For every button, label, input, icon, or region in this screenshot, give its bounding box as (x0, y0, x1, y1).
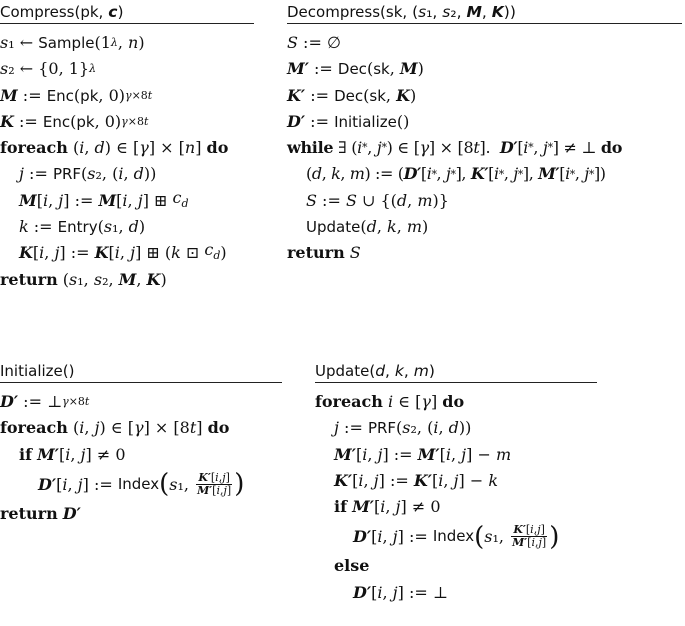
compress-line-1: s ₁ ← Sample (1 λ , n ) (0, 33, 145, 52)
update-line-8: D′ [ i , j ] := ⊥ (353, 582, 448, 602)
update-line-2: j := PRF ( s ₂, ( i , d )) (334, 418, 472, 438)
compress-line-5: foreach ( i , d ) ∈ [ γ ] × [ n ] do (0, 138, 229, 158)
compress-line-3: M := Enc ( pk , 0) γ×8t (0, 85, 153, 105)
compress-line-6: j := PRF ( s ₂, ( i , d )) (19, 164, 157, 184)
compress-line-9: K [ i , j ] := K [ i , j ] ⊞ ( k ⊡ $c_d$ ) (19, 240, 227, 263)
initialize-line-5: return D′ (0, 503, 81, 523)
compress-line-7: M [ i , j ] := M [ i , j ] ⊞ $c_d$ (19, 187, 189, 210)
update-line-3: M′ [ i , j ] := M′ [ i , j ] − m (334, 444, 512, 464)
compress-line-8: k := Entry ( s ₁, d ) (19, 217, 146, 237)
initialize-line-4: D′ [ i , j ] := Index ( s ₁, $\frac{K'[i,j]}{M'[i,j]}$ ) (38, 469, 245, 500)
decompress-line-4: D′ := Initialize () (287, 111, 410, 131)
decompress-algorithm (287, 2, 682, 267)
update-line-6: D′ [ i , j ] := Index ( s ₁, $\frac{K'[i,j]}{M'[i,j]}$ ) (353, 521, 560, 552)
decompress-line-1: S := ∅ (287, 33, 341, 52)
decompress-line-5: while ∃ ( i * , j * ) ∈ [ γ ] × [8 t ]. D′ [ i * , j * ] ≠ ⊥ do (287, 138, 623, 158)
initialize-algorithm (0, 361, 282, 527)
compress-header: Compress(pk, c) (0, 2, 254, 24)
update-line-5: if M′ [ i , j ] ≠ 0 (334, 497, 441, 517)
decompress-header: Decompress(sk, (s₁, s₂, M, K)) (287, 2, 682, 24)
update-header: Update(d, k, m) (315, 361, 597, 383)
update-algorithm (315, 361, 597, 606)
initialize-line-2: foreach ( i , j ) ∈ [ γ ] × [8 t ] do (0, 418, 230, 438)
compress-line-10: return ( s ₁, s ₂, M , K ) (0, 269, 167, 289)
compress-algorithm (0, 2, 254, 293)
update-line-7: else (334, 556, 370, 576)
update-line-4: K′ [ i , j ] := K′ [ i , j ] − k (334, 470, 499, 490)
initialize-line-1: D′ := ⊥ γ×8t (0, 392, 90, 411)
initialize-line-3: if M′ [ i , j ] ≠ 0 (19, 444, 126, 464)
decompress-line-9: return S (287, 243, 361, 263)
update-line-1: foreach i ∈ [ γ ] do (315, 392, 465, 411)
compress-line-4: K := Enc ( pk , 0) γ×8t (0, 111, 149, 131)
decompress-line-8: Update ( d , k , m ) (306, 217, 429, 237)
decompress-line-2: M′ := Dec ( sk , M ) (287, 59, 424, 79)
initialize-header: Initialize() (0, 361, 282, 383)
decompress-line-7: S := S ∪ {( d , m )} (306, 190, 449, 210)
compress-line-2: s ₂ ← {0, 1} λ (0, 59, 97, 79)
decompress-line-3: K′ := Dec ( sk , K ) (287, 85, 417, 105)
decompress-line-6: ( d , k , m ) := ( D′ [ i * , j * ], K′ [ i * , j * ], M′ [ i * , j * ]) (306, 164, 606, 184)
